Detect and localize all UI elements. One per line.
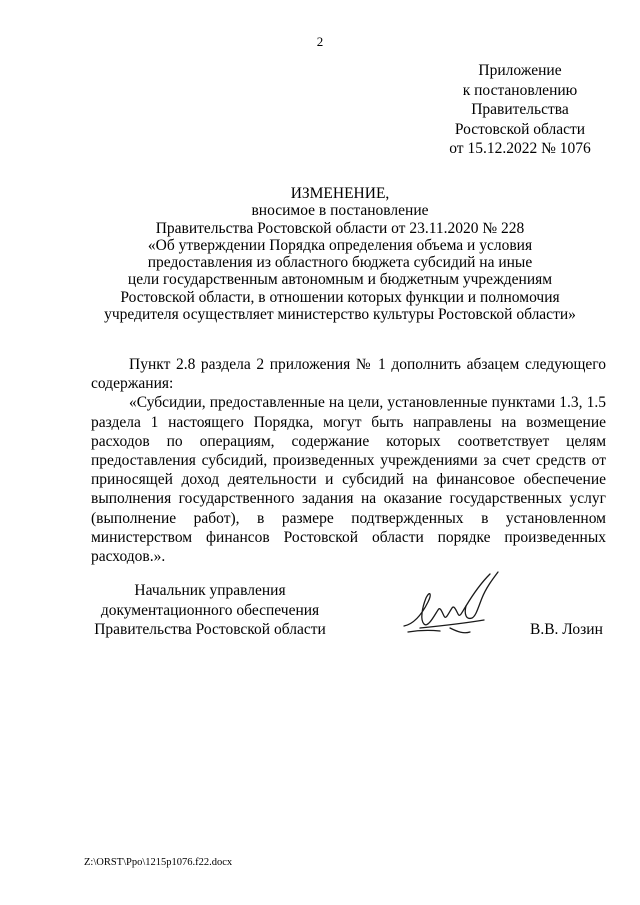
- signatory-title-line: документационного обеспечения: [100, 601, 320, 619]
- appendix-line: Ростовской области: [454, 120, 586, 138]
- title-line: цели государственным автономным и бюджетным учреждениям: [127, 271, 553, 289]
- signatory-title-line: Начальник управления: [134, 582, 286, 599]
- title-line: Правительства Ростовской области от 23.11.2020 № 228: [155, 219, 525, 237]
- signatory-name: В.В. Лозин: [530, 621, 603, 638]
- appendix-line: от 15.12.2022 № 1076: [449, 140, 591, 157]
- appendix-reference: [430, 61, 610, 159]
- body-paragraph-2: «Субсидии, предоставленные на цели, установленные пунктами 1.3, 1.5 раздела 1 настоящего Порядка, могут быть направлены на возмещение расходов по операциям, содержание которых соответствует целям предоставления субсидий, произведенных учреждениями за счет средств от приносящей доход деятельности и субсидий на финансовое обеспечение выполнения государственного задания на оказание государственных услуг (выполнение работ), в размере подтвержденных в установленном министерством финансов Ростовской области порядке произведенных расходов.».: [91, 394, 606, 566]
- appendix-line: к постановлению: [462, 81, 578, 99]
- body-paragraph-1: Пункт 2.8 раздела 2 приложения № 1 дополнить абзацем следующего содержания:: [91, 356, 606, 393]
- appendix-line: Правительства: [471, 101, 569, 118]
- title-line: «Об утверждении Порядка определения объема и условия: [147, 236, 533, 254]
- title-heading: ИЗМЕНЕНИЕ,: [290, 185, 390, 202]
- title-line: Ростовской области, в отношении которых функции и полномочия: [120, 288, 560, 306]
- title-line: учредителя осуществляет министерство культуры Ростовской области»: [104, 306, 576, 324]
- document-body: [91, 355, 606, 566]
- handwritten-signature: [400, 568, 510, 643]
- page-number: 2: [316, 34, 324, 49]
- signatory-title: [90, 581, 330, 640]
- signatory-title-line: Правительства Ростовской области: [94, 621, 326, 638]
- document-title: [60, 185, 620, 323]
- title-line: предоставления из областного бюджета субсидий на иные: [147, 254, 533, 272]
- appendix-line: Приложение: [478, 62, 562, 79]
- title-line: вносимое в постановление: [251, 202, 429, 220]
- file-path: Z:\ORST\Ppo\1215p1076.f22.docx: [84, 857, 233, 868]
